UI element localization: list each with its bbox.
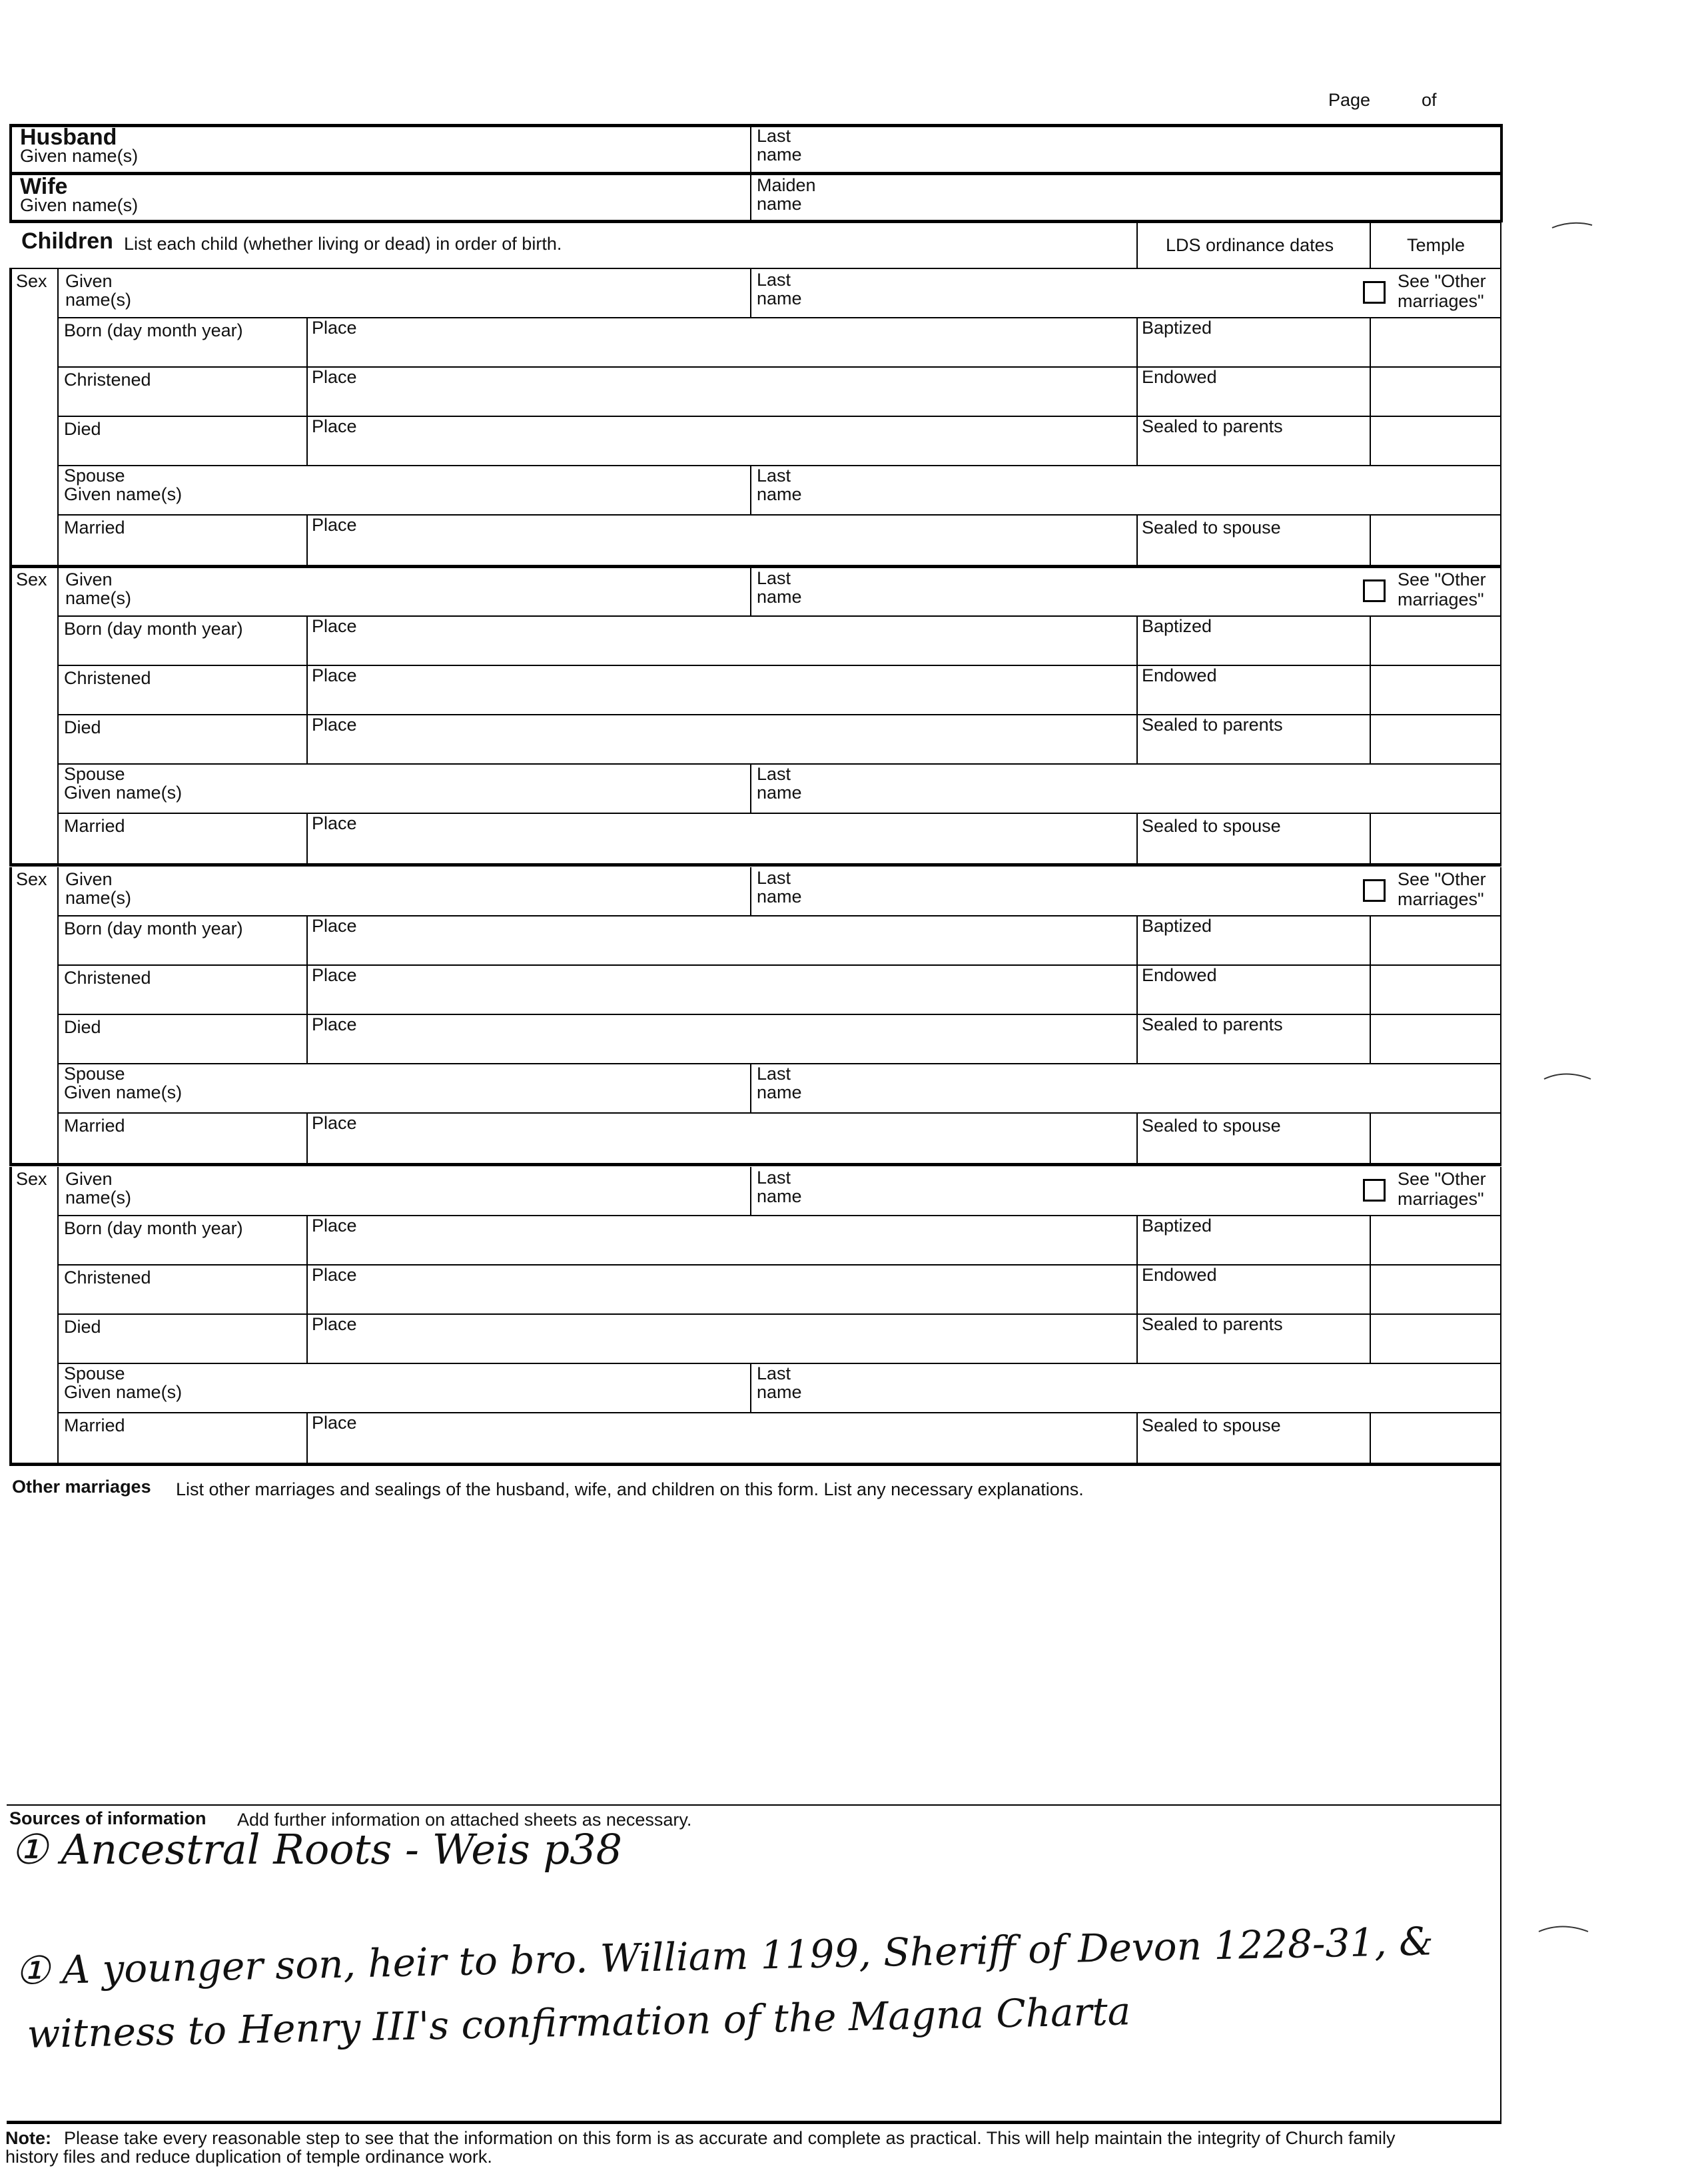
died-label: Died [64, 419, 101, 439]
given-label-1: Given [65, 869, 113, 889]
endowed-label: Endowed [1142, 1265, 1217, 1285]
given-label-1: Given [65, 569, 113, 589]
married-place-label: Place [312, 813, 357, 833]
died-label: Died [64, 717, 101, 737]
married-label: Married [64, 1415, 125, 1435]
see-other-marriages-label-1: See "Other [1398, 869, 1486, 889]
sealed-to-spouse-label: Sealed to spouse [1142, 518, 1281, 538]
spouse-last-label-1: Last [757, 1363, 791, 1383]
born-label: Born (day month year) [64, 320, 243, 340]
endowed-label: Endowed [1142, 665, 1217, 685]
place-label: Place [312, 715, 357, 735]
place-label: Place [312, 416, 357, 436]
baptized-label: Baptized [1142, 1216, 1212, 1236]
spouse-last-label-2: name [757, 1082, 802, 1102]
died-label: Died [64, 1317, 101, 1337]
married-label: Married [64, 816, 125, 836]
binder-marks [1532, 213, 1688, 1972]
see-other-marriages-label-1: See "Other [1398, 271, 1486, 291]
last-label-2: name [757, 1186, 802, 1206]
spouse-last-label-1: Last [757, 764, 791, 784]
of-label: of [1422, 90, 1437, 110]
temple-header: Temple [1407, 235, 1466, 255]
wife-given-label: Given name(s) [20, 195, 139, 215]
spouse-label-1: Spouse [64, 1363, 125, 1383]
last-label-2: name [757, 887, 802, 907]
place-label: Place [312, 1314, 357, 1334]
see-other-marriages-label-2: marriages" [1398, 889, 1484, 909]
sealed-to-parents-label: Sealed to parents [1142, 715, 1283, 735]
sex-label: Sex [16, 271, 47, 291]
baptized-label: Baptized [1142, 318, 1212, 338]
spouse-last-label-1: Last [757, 1064, 791, 1084]
sealed-to-parents-label: Sealed to parents [1142, 416, 1283, 436]
born-label: Born (day month year) [64, 1218, 243, 1238]
last-label-2: name [757, 288, 802, 308]
spouse-label-2: Given name(s) [64, 1082, 183, 1102]
given-label-2: name(s) [65, 588, 132, 608]
other-marriages-instruction: List other marriages and sealings of the husband, wife, and children on this form. List any necessary explanations. [176, 1479, 1084, 1499]
married-label: Married [64, 1116, 125, 1136]
other-marriages-area[interactable] [11, 1504, 1496, 1797]
sources-instruction: Add further information on attached sheets as necessary. [237, 1810, 692, 1830]
other-marriages-checkbox[interactable] [1363, 281, 1386, 304]
see-other-marriages-label-2: marriages" [1398, 1189, 1484, 1209]
sex-label: Sex [16, 869, 47, 889]
place-label: Place [312, 616, 357, 636]
christened-label: Christened [64, 370, 151, 390]
christened-label: Christened [64, 1268, 151, 1287]
place-label: Place [312, 1265, 357, 1285]
see-other-marriages-label-1: See "Other [1398, 569, 1486, 589]
husband-last-label-2: name [757, 145, 802, 165]
children-instruction: List each child (whether living or dead) in order of birth. [124, 234, 562, 254]
sealed-to-parents-label: Sealed to parents [1142, 1014, 1283, 1034]
sealed-to-spouse-label: Sealed to spouse [1142, 816, 1281, 836]
place-label: Place [312, 318, 357, 338]
last-label-1: Last [757, 568, 791, 588]
see-other-marriages-label-2: marriages" [1398, 589, 1484, 609]
other-marriages-border [1500, 1464, 1501, 1805]
baptized-label: Baptized [1142, 616, 1212, 636]
spouse-last-label-1: Last [757, 466, 791, 486]
husband-given-label: Given name(s) [20, 146, 139, 166]
children-title: Children [21, 228, 113, 254]
note-line-2: history files and reduce duplication of temple ordinance work. [5, 2147, 492, 2167]
spouse-last-label-2: name [757, 484, 802, 504]
other-marriages-checkbox[interactable] [1363, 1179, 1386, 1202]
place-label: Place [312, 367, 357, 387]
spouse-last-label-2: name [757, 1382, 802, 1402]
source-entry-2-line-2: witness to Henry III's confirmation of the Magna Charta [27, 1988, 1131, 2057]
husband-title: Husband [20, 125, 117, 150]
other-marriages-checkbox[interactable] [1363, 579, 1386, 602]
page-label: Page [1328, 90, 1371, 110]
born-label: Born (day month year) [64, 619, 243, 639]
see-other-marriages-label-2: marriages" [1398, 291, 1484, 311]
place-label: Place [312, 1216, 357, 1236]
place-label: Place [312, 916, 357, 936]
last-label-1: Last [757, 1168, 791, 1188]
last-label-1: Last [757, 868, 791, 888]
spouse-label-1: Spouse [64, 764, 125, 784]
see-other-marriages-label-1: See "Other [1398, 1169, 1486, 1189]
married-place-label: Place [312, 515, 357, 535]
spouse-label-2: Given name(s) [64, 484, 183, 504]
born-label: Born (day month year) [64, 918, 243, 938]
christened-label: Christened [64, 668, 151, 688]
spouse-last-label-2: name [757, 783, 802, 803]
last-label-2: name [757, 587, 802, 607]
given-label-1: Given [65, 1169, 113, 1189]
other-marriages-checkbox[interactable] [1363, 879, 1386, 902]
place-label: Place [312, 1014, 357, 1034]
source-entry-1: ① Ancestral Roots - Weis p38 [11, 1825, 623, 1874]
endowed-label: Endowed [1142, 367, 1217, 387]
wife-title: Wife [20, 174, 68, 199]
spouse-label-2: Given name(s) [64, 783, 183, 803]
given-label-1: Given [65, 271, 113, 291]
sealed-to-spouse-label: Sealed to spouse [1142, 1415, 1281, 1435]
married-place-label: Place [312, 1413, 357, 1433]
place-label: Place [312, 665, 357, 685]
sealed-to-spouse-label: Sealed to spouse [1142, 1116, 1281, 1136]
baptized-label: Baptized [1142, 916, 1212, 936]
place-label: Place [312, 965, 357, 985]
given-label-2: name(s) [65, 290, 132, 310]
sealed-to-parents-label: Sealed to parents [1142, 1314, 1283, 1334]
note-title: Note: [5, 2128, 51, 2148]
husband-last-label-1: Last [757, 126, 791, 146]
given-label-2: name(s) [65, 1188, 132, 1208]
lds-ordinance-dates-header: LDS ordinance dates [1166, 235, 1334, 255]
christened-label: Christened [64, 968, 151, 988]
spouse-label-1: Spouse [64, 1064, 125, 1084]
sex-label: Sex [16, 1169, 47, 1189]
wife-maiden-label-1: Maiden [757, 175, 816, 195]
source-entry-2-line-1: ① A younger son, heir to bro. William 1199, Sheriff of Devon 1228-31, & [15, 1918, 1434, 1994]
married-place-label: Place [312, 1113, 357, 1133]
note-line-1: Please take every reasonable step to see that the information on this form is as accurate and complete as practical. This will help maintain the integrity of Church family [64, 2128, 1396, 2148]
spouse-label-1: Spouse [64, 466, 125, 486]
wife-maiden-label-2: name [757, 194, 802, 214]
sources-title: Sources of information [9, 1808, 207, 1828]
other-marriages-title: Other marriages [12, 1477, 151, 1497]
given-label-2: name(s) [65, 888, 132, 908]
married-label: Married [64, 518, 125, 538]
spouse-label-2: Given name(s) [64, 1382, 183, 1402]
endowed-label: Endowed [1142, 965, 1217, 985]
died-label: Died [64, 1017, 101, 1037]
sex-label: Sex [16, 569, 47, 589]
last-label-1: Last [757, 270, 791, 290]
